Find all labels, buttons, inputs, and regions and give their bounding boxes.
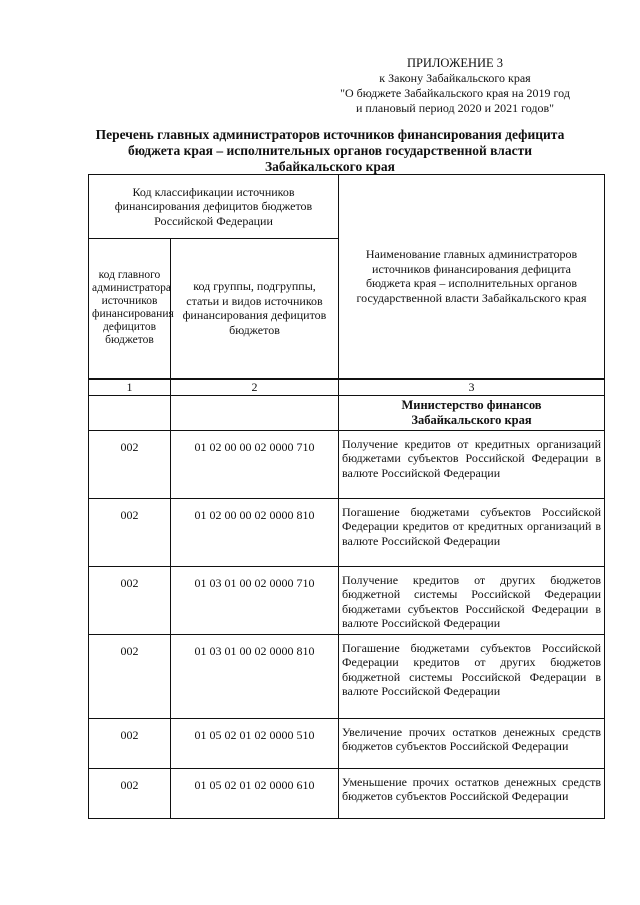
column-number-1: 1 bbox=[89, 379, 171, 396]
source-code: 01 03 01 00 02 0000 810 bbox=[171, 634, 339, 718]
table-row bbox=[89, 768, 605, 818]
admin-code: 002 bbox=[89, 768, 171, 818]
source-code: 01 03 01 00 02 0000 710 bbox=[171, 566, 339, 634]
source-code: 01 02 00 00 02 0000 810 bbox=[171, 498, 339, 566]
source-code: 01 02 00 00 02 0000 710 bbox=[171, 430, 339, 498]
table-row bbox=[89, 430, 605, 498]
title-line-3: Забайкальского края bbox=[265, 159, 395, 174]
appendix-heading: ПРИЛОЖЕНИЕ 3 bbox=[406, 56, 504, 70]
column-number-3: 3 bbox=[339, 379, 605, 396]
column-number-2: 2 bbox=[171, 379, 339, 396]
table-row bbox=[89, 498, 605, 566]
appendix-line-1: к Закону Забайкальского края bbox=[379, 71, 531, 85]
document-title bbox=[70, 127, 590, 175]
source-name: Получение кредитов от кредитных организаций бюджетами субъектов Российской Федерации в валюте Российской Федерации bbox=[339, 430, 605, 498]
ministry-name: Министерство финансов Забайкальского края bbox=[339, 395, 605, 430]
header-administrator-name: Наименование главных администраторов источников финансирования дефицита бюджета края – исполнительных органов государственной власти Забайкальского края bbox=[339, 175, 605, 379]
admin-code: 002 bbox=[89, 498, 171, 566]
header-source-code: код группы, подгруппы, статьи и видов источников финансирования дефицитов бюджетов bbox=[171, 239, 339, 379]
header-admin-code: код главного администратора источников финансирования дефицитов бюджетов bbox=[89, 239, 171, 379]
source-name: Погашение бюджетами субъектов Российской Федерации кредитов от кредитных организаций в валюте Российской Федерации bbox=[339, 498, 605, 566]
source-name: Погашение бюджетами субъектов Российской Федерации кредитов от других бюджетов бюджетной системы Российской Федерации в валюте Российской Федерации bbox=[339, 634, 605, 718]
admin-code: 002 bbox=[89, 566, 171, 634]
appendix-line-3: и плановый период 2020 и 2021 годов" bbox=[355, 101, 555, 115]
source-name: Уменьшение прочих остатков денежных средств бюджетов субъектов Российской Федерации bbox=[339, 768, 605, 818]
table-row bbox=[89, 566, 605, 634]
admin-code: 002 bbox=[89, 718, 171, 768]
source-name: Увеличение прочих остатков денежных средств бюджетов субъектов Российской Федерации bbox=[339, 718, 605, 768]
admin-code: 002 bbox=[89, 634, 171, 718]
table-row bbox=[89, 634, 605, 718]
admin-code: 002 bbox=[89, 430, 171, 498]
header-classification-code: Код классификации источников финансирования дефицитов бюджетов Российской Федерации bbox=[89, 175, 339, 239]
appendix-block bbox=[320, 56, 590, 116]
appendix-line-2: "О бюджете Забайкальского края на 2019 год bbox=[340, 86, 570, 100]
title-line-1: Перечень главных администраторов источников финансирования дефицита bbox=[95, 127, 565, 142]
table-row bbox=[89, 718, 605, 768]
source-code: 01 05 02 01 02 0000 510 bbox=[171, 718, 339, 768]
source-code: 01 05 02 01 02 0000 610 bbox=[171, 768, 339, 818]
ministry-row bbox=[89, 395, 605, 430]
column-number-row bbox=[89, 379, 605, 396]
title-line-2: бюджета края – исполнительных органов государственной власти bbox=[127, 143, 533, 158]
administrators-table bbox=[88, 174, 605, 819]
source-name: Получение кредитов от других бюджетов бюджетной системы Российской Федерации бюджетами субъектов Российской Федерации в валюте Российской Федерации bbox=[339, 566, 605, 634]
